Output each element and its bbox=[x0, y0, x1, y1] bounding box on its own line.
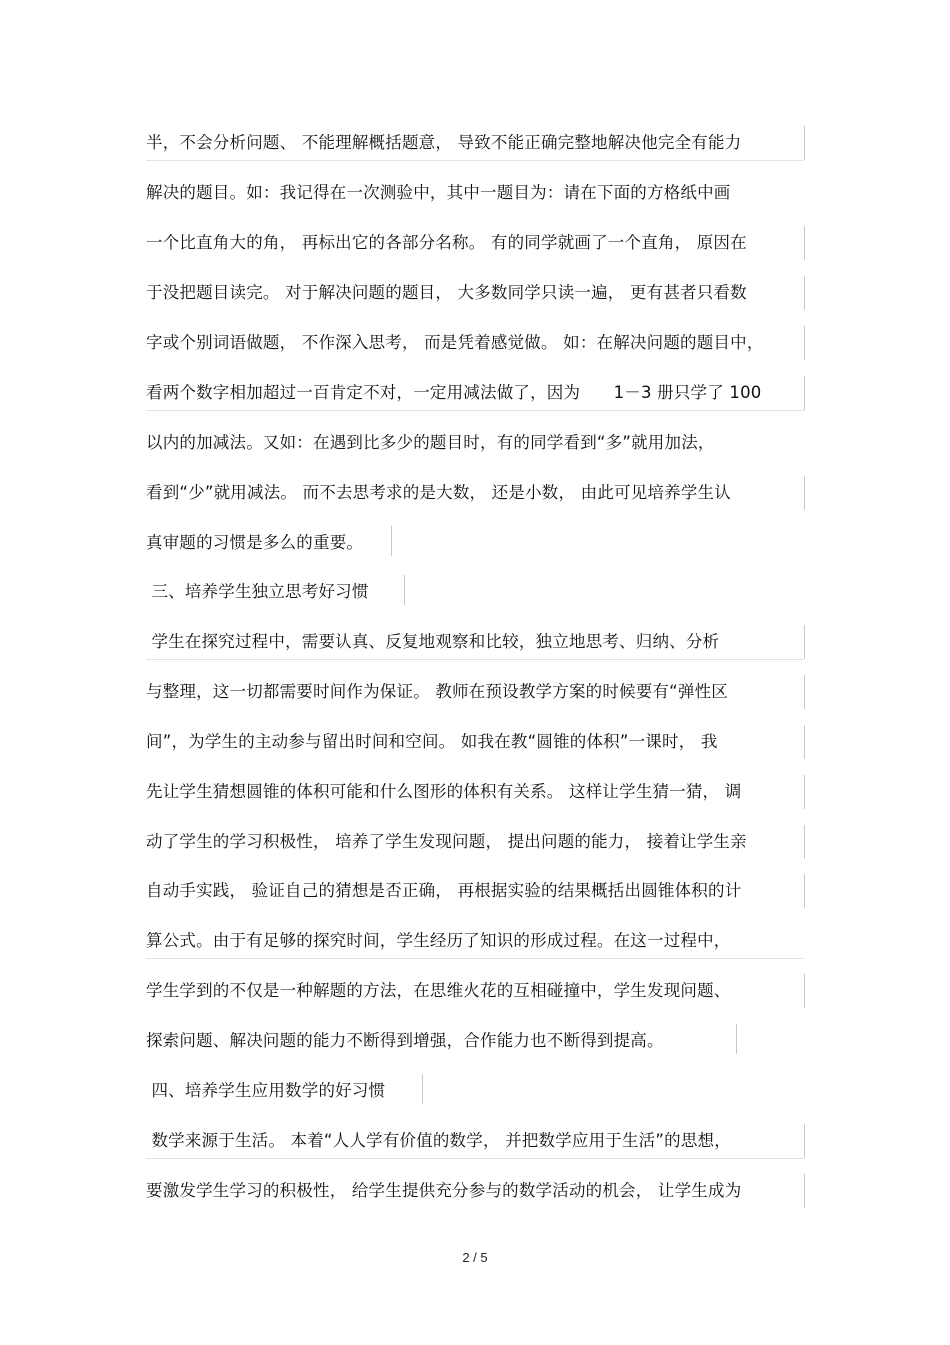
section-heading: 三、培养学生独立思考好习惯 bbox=[146, 582, 369, 601]
text-line: 探索问题、解决问题的能力不断得到增强，合作能力也不断得到提高。 bbox=[146, 1031, 664, 1050]
divider bbox=[404, 575, 405, 605]
divider bbox=[804, 675, 805, 709]
divider bbox=[804, 775, 805, 809]
text-line: 动了学生的学习积极性， 培养了学生发现问题， 提出问题的能力， 接着让学生亲 bbox=[146, 832, 747, 851]
text-line: 解决的题目。如：我记得在一次测验中，其中一题目为：请在下面的方格纸中画 bbox=[146, 183, 731, 202]
text-line: 半，不会分析问题、 不能理解概括题意， 导致不能正确完整地解决他完全有能力 bbox=[146, 133, 742, 152]
divider bbox=[146, 958, 804, 959]
text-line: 与整理，这一切都需要时间作为保证。 教师在预设教学方案的时候要有“弹性区 bbox=[146, 682, 728, 701]
divider bbox=[146, 1158, 804, 1159]
text-line: 于没把题目读完。 对于解决问题的题目， 大多数同学只读一遍， 更有甚者只看数 bbox=[146, 283, 747, 302]
divider bbox=[804, 825, 805, 859]
text-line: 以内的加减法。又如：在遇到比多少的题目时，有的同学看到“多”就用加法， bbox=[146, 433, 715, 452]
text-line: 学生在探究过程中，需要认真、反复地观察和比较，独立地思考、归纳、分析 bbox=[146, 632, 720, 651]
text-line: 看两个数字相加超过一百肯定不对，一定用减法做了，因为 1－3 册只学了 100 bbox=[146, 383, 762, 402]
divider bbox=[804, 625, 805, 659]
text-line: 算公式。由于有足够的探究时间，学生经历了知识的形成过程。在这一过程中， bbox=[146, 931, 731, 950]
text-line: 看到“少”就用减法。 而不去思考求的是大数， 还是小数， 由此可见培养学生认 bbox=[146, 483, 731, 502]
divider bbox=[146, 160, 804, 161]
text-line: 要激发学生学习的积极性， 给学生提供充分参与的数学活动的机会， 让学生成为 bbox=[146, 1181, 742, 1200]
divider bbox=[804, 126, 805, 160]
divider bbox=[804, 376, 805, 410]
divider bbox=[804, 226, 805, 260]
text-line: 学生学到的不仅是一种解题的方法，在思维火花的互相碰撞中，学生发现问题、 bbox=[146, 981, 731, 1000]
section-heading: 四、培养学生应用数学的好习惯 bbox=[146, 1081, 386, 1100]
divider bbox=[804, 1174, 805, 1208]
text-line: 字或个别词语做题， 不作深入思考， 而是凭着感觉做。 如：在解决问题的题目中， bbox=[146, 333, 764, 352]
text-line: 一个比直角大的角， 再标出它的各部分名称。 有的同学就画了一个直角， 原因在 bbox=[146, 233, 747, 252]
divider bbox=[804, 1124, 805, 1158]
divider bbox=[736, 1024, 737, 1054]
divider bbox=[146, 659, 804, 660]
divider bbox=[146, 410, 804, 411]
divider bbox=[804, 725, 805, 759]
text-line: 间”，为学生的主动参与留出时间和空间。 如我在教“圆锥的体积”一课时， 我 bbox=[146, 732, 718, 751]
divider bbox=[422, 1074, 423, 1104]
divider bbox=[804, 974, 805, 1008]
page-number: 2 / 5 bbox=[462, 1250, 488, 1265]
divider bbox=[804, 326, 805, 360]
text-line: 先让学生猜想圆锥的体积可能和什么图形的体积有关系。 这样让学生猜一猜， 调 bbox=[146, 782, 742, 801]
divider bbox=[391, 526, 392, 556]
text-line: 自动手实践， 验证自己的猜想是否正确， 再根据实验的结果概括出圆锥体积的计 bbox=[146, 881, 742, 900]
divider bbox=[804, 476, 805, 510]
text-line: 真审题的习惯是多么的重要。 bbox=[146, 533, 364, 552]
divider bbox=[804, 874, 805, 908]
text-line: 数学来源于生活。 本着“人人学有价值的数学， 并把数学应用于生活”的思想， bbox=[146, 1131, 731, 1150]
divider bbox=[804, 276, 805, 310]
